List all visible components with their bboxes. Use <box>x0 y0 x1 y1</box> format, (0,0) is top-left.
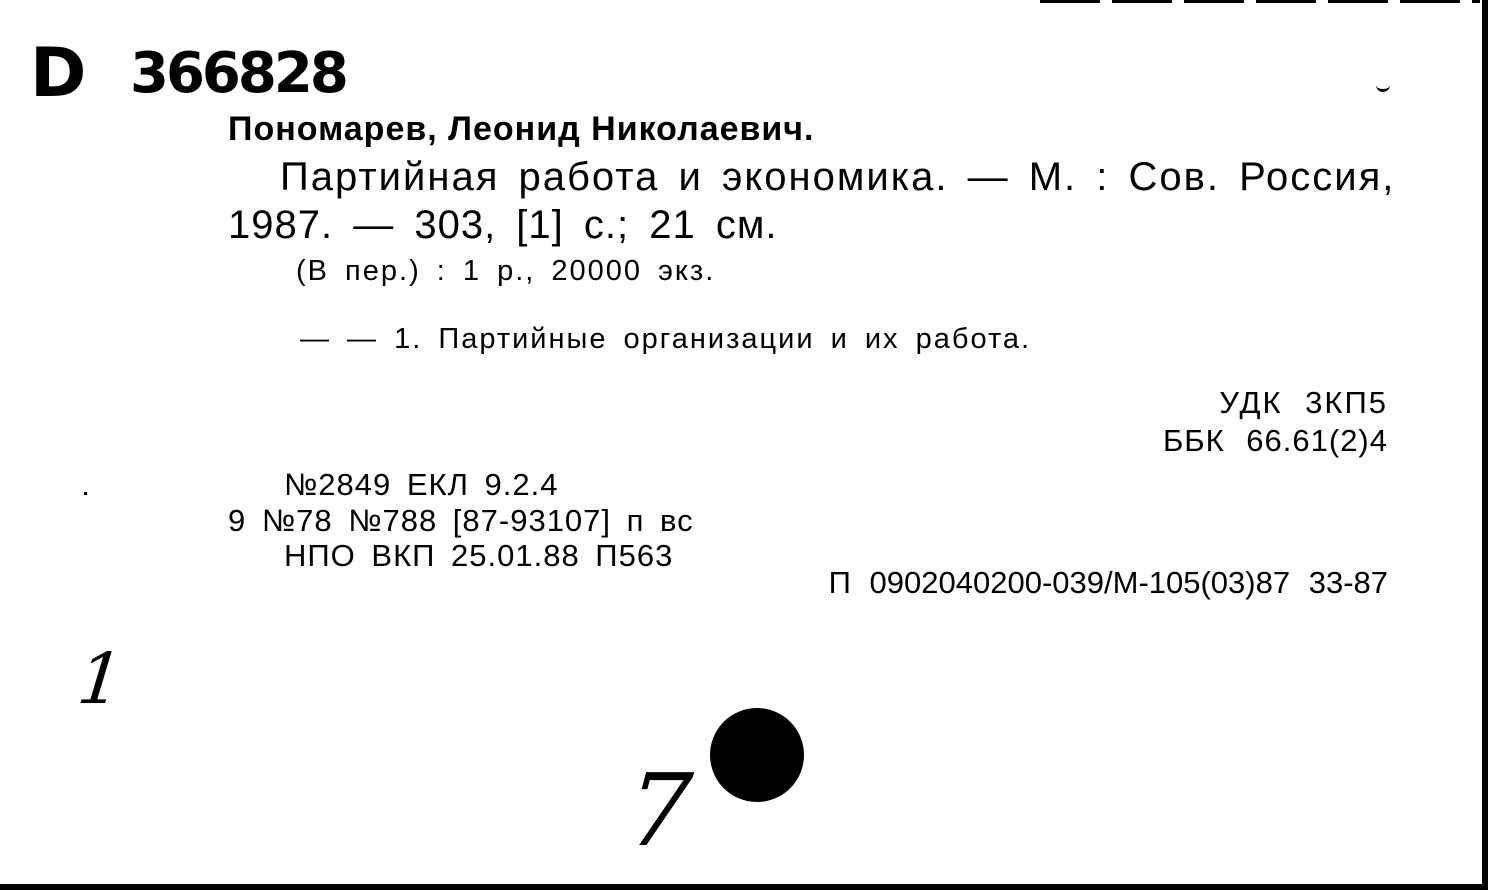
pencil-mark-one: 1 <box>73 638 127 720</box>
ekl-line: №2849 ЕКЛ 9.2.4 <box>284 467 559 502</box>
author-heading: Пономарев, Леонид Николаевич. <box>228 110 815 148</box>
udk-code: УДК 3КП5 <box>1219 385 1388 420</box>
subject-line: — — 1. Партийные организации и их работа. <box>300 323 1032 355</box>
title-line-2: 1987. — 303, [1] с.; 21 см. <box>228 203 778 247</box>
order-line: 9 №78 №788 [87-93107] п вс <box>228 503 694 538</box>
handwritten-letter: D <box>30 34 87 113</box>
speck <box>84 492 87 495</box>
npo-line: НПО ВКП 25.01.88 П563 <box>284 538 674 573</box>
bbk-code: ББК 66.61(2)4 <box>1162 423 1388 458</box>
price-line: (В пер.) : 1 р., 20000 экз. <box>296 255 716 287</box>
punched-hole-dot <box>710 708 804 802</box>
publisher-code-line: П 0902040200-039/М-105(03)87 33-87 <box>828 565 1388 600</box>
card-top-edge <box>1040 0 1480 3</box>
small-mark <box>1376 84 1390 92</box>
handwritten-number: 366828 <box>130 41 346 106</box>
pencil-mark-seven: 7 <box>623 752 696 869</box>
title-line-1: Партийная работа и экономика. — М. : Сов. Россия, <box>280 155 1396 199</box>
